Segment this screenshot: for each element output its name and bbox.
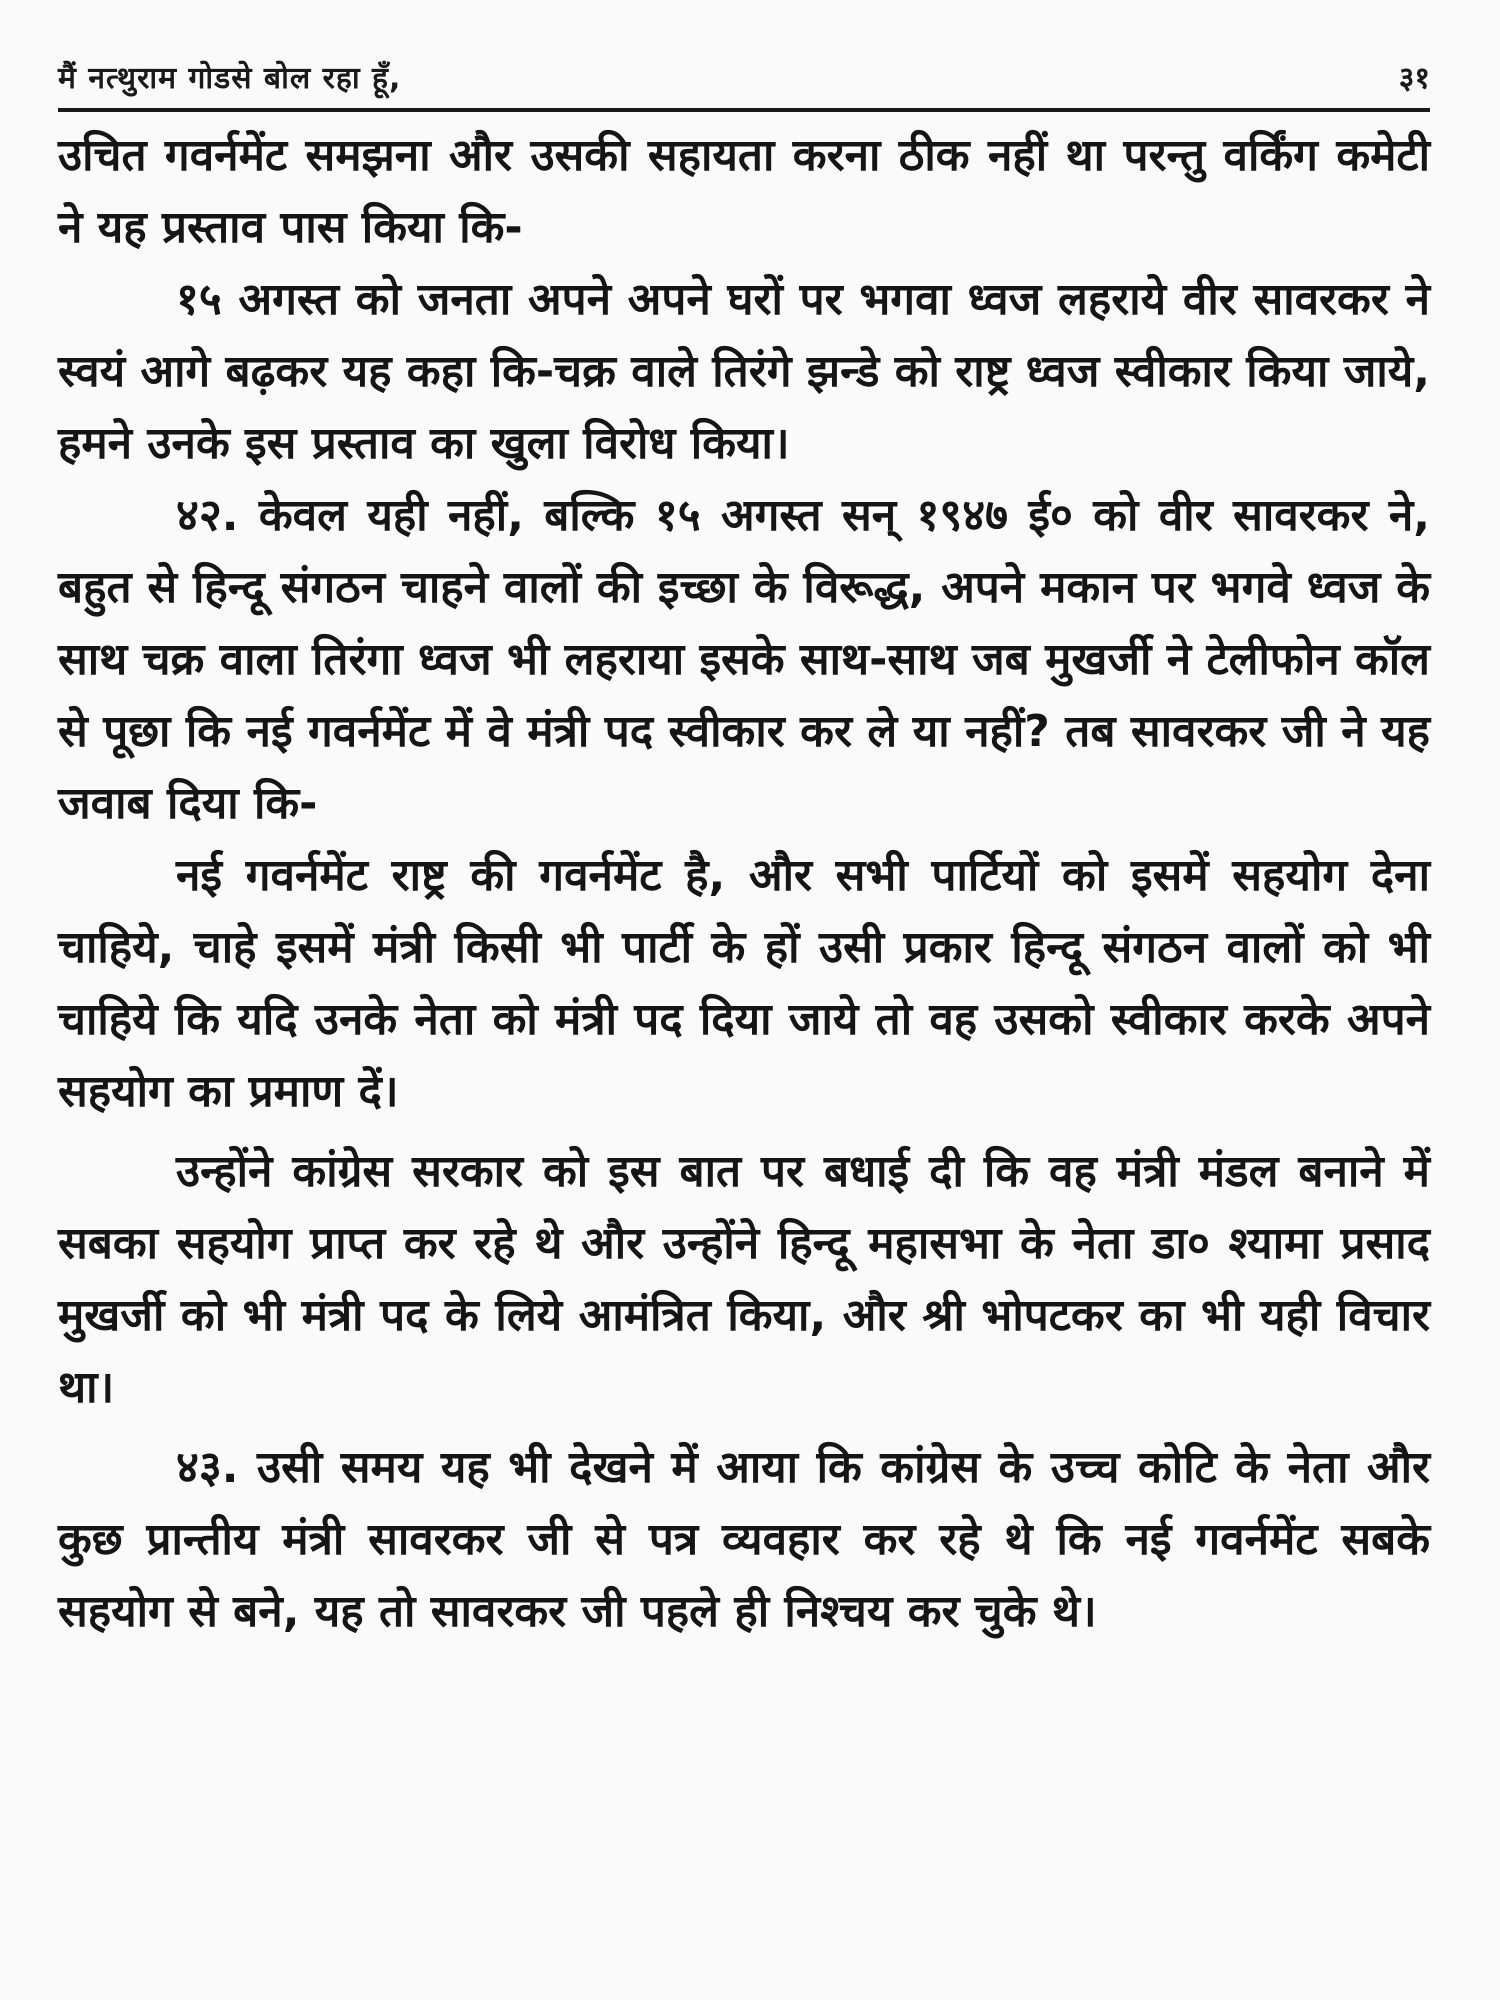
running-title: मैं नत्थुराम गोडसे बोल रहा हूँ,	[58, 61, 402, 96]
paragraph-42	[58, 480, 1430, 840]
paragraph-text: उन्होंने कांग्रेस सरकार को इस बात पर बधाई दी कि वह मंत्री मंडल बनाने में सबका सहयोग प्राप्त कर रहे थे और उन्होंने हिन्दू महासभा के नेता डा० श्यामा प्रसाद मुखर्जी को भी मंत्री पद के लिये आमंत्रित किया, और श्री भोपटकर का भी यही विचार था।	[58, 1146, 1430, 1413]
paragraph-text: १५ अगस्त को जनता अपने अपने घरों पर भगवा ध्वज लहराये वीर सावरकर ने स्वयं आगे बढ़कर यह कहा कि-चक्र वाले तिरंगे झन्डे को राष्ट्र ध्वज स्वीकार किया जाये, हमने उनके इस प्रस्ताव का खुला विरोध किया।	[58, 274, 1430, 469]
header-rule	[58, 108, 1430, 112]
page-body	[58, 120, 1430, 1648]
page-number: ३१	[1398, 61, 1430, 96]
paragraph-continuation	[58, 120, 1430, 264]
paragraph	[58, 840, 1430, 1128]
paragraph-number: ४२.	[176, 490, 239, 541]
page-header	[58, 56, 1430, 108]
paragraph-number: ४३.	[176, 1442, 239, 1493]
paragraph	[58, 1136, 1430, 1424]
paragraph-text: उचित गवर्नमेंट समझना और उसकी सहायता करना ठीक नहीं था परन्तु वर्किंग कमेटी ने यह प्रस्ताव पास किया कि-	[58, 130, 1430, 253]
paragraph-43	[58, 1432, 1430, 1648]
paragraph-text: केवल यही नहीं, बल्कि १५ अगस्त सन् १९४७ ई० को वीर सावरकर ने, बहुत से हिन्दू संगठन चाहने वालों की इच्छा के विरूद्ध, अपने मकान पर भगवे ध्वज के साथ चक्र वाला तिरंगा ध्वज भी लहराया इसके साथ-साथ जब मुखर्जी ने टेलीफोन कॉल से पूछा कि नई गवर्नमेंट में वे मंत्री पद स्वीकार कर ले या नहीं? तब सावरकर जी ने यह जवाब दिया कि-	[58, 490, 1430, 829]
paragraph-text: उसी समय यह भी देखने में आया कि कांग्रेस के उच्च कोटि के नेता और कुछ प्रान्तीय मंत्री सावरकर जी से पत्र व्यवहार कर रहे थे कि नई गवर्नमेंट सबके सहयोग से बने, यह तो सावरकर जी पहले ही निश्चय कर चुके थे।	[58, 1442, 1430, 1637]
paragraph-text: नई गवर्नमेंट राष्ट्र की गवर्नमेंट है, और सभी पार्टियों को इसमें सहयोग देना चाहिये, चाहे इसमें मंत्री किसी भी पार्टी के हों उसी प्रकार हिन्दू संगठन वालों को भी चाहिये कि यदि उनके नेता को मंत्री पद दिया जाये तो वह उसको स्वीकार करके अपने सहयोग का प्रमाण दें।	[58, 850, 1430, 1117]
paragraph	[58, 264, 1430, 480]
